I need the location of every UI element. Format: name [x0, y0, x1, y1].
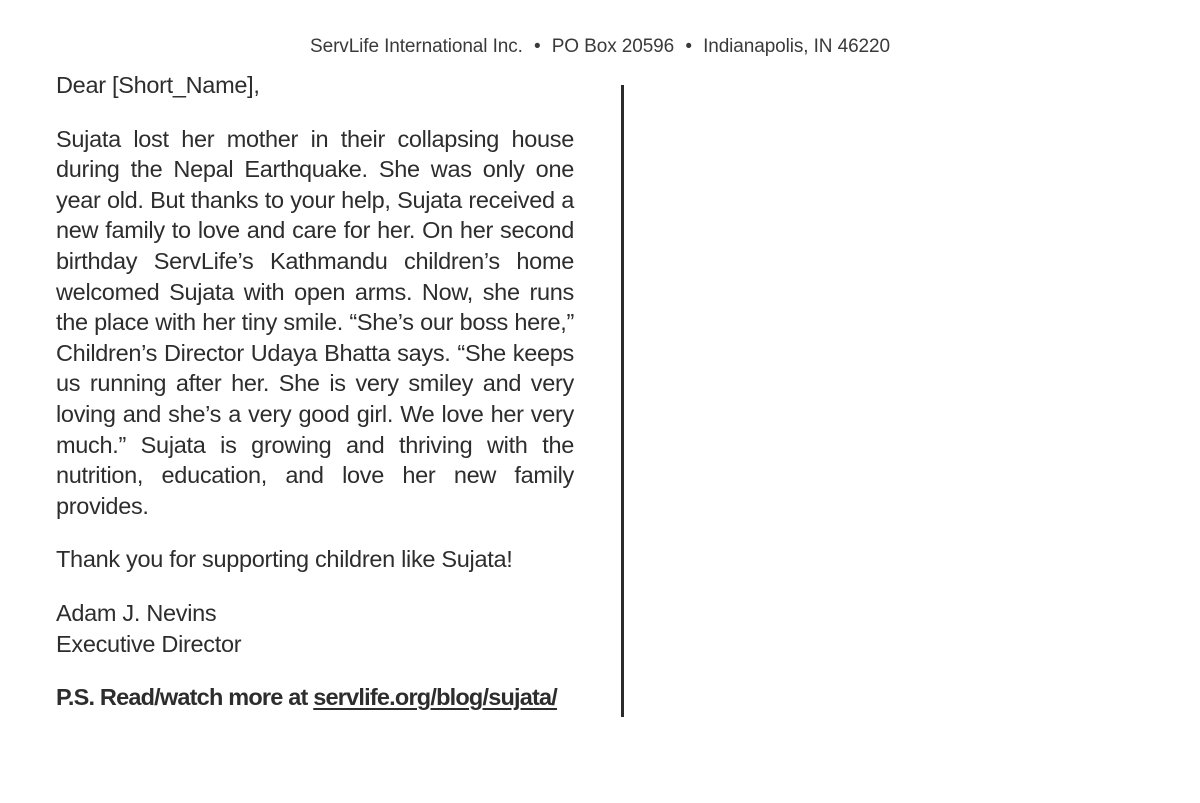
po-box: PO Box 20596: [551, 36, 675, 57]
postcard-divider-line: [621, 85, 624, 717]
salutation: Dear [Short_Name],: [56, 72, 260, 98]
letter-body: [56, 70, 574, 713]
thank-you-line: Thank you for supporting children like Sujata!: [56, 546, 513, 573]
separator-dot: •: [685, 36, 692, 57]
separator-dot: •: [533, 36, 541, 57]
letterhead-address: [0, 36, 1200, 58]
postscript: [56, 682, 574, 713]
signer-title: Executive Director: [56, 630, 242, 657]
story-paragraph: Sujata lost her mother in their collapsing house during the Nepal Earthquake. She was only one year old. But thanks to your help, Sujata received a new family to love and care for her. On her second birthday ServLife’s Kathmandu children’s home welcomed Sujata with open arms. Now, she runs the place with her tiny smile. “She’s our boss here,” Children’s Director Udaya Bhatta says. “She keeps us running after her. She is very smiley and very loving and she’s a very good girl. We love her very much.” Sujata is growing and thriving with the nutrition, education, and love her new family provides.: [56, 125, 574, 519]
organization-name: ServLife International Inc.: [310, 36, 523, 57]
postscript-prefix: P.S. Read/watch more at: [56, 684, 314, 711]
city-state-zip: Indianapolis, IN 46220: [703, 36, 890, 57]
blog-link[interactable]: servlife.org/blog/sujata/: [313, 684, 558, 711]
signature-block: [56, 598, 574, 659]
signer-name: Adam J. Nevins: [56, 599, 217, 626]
